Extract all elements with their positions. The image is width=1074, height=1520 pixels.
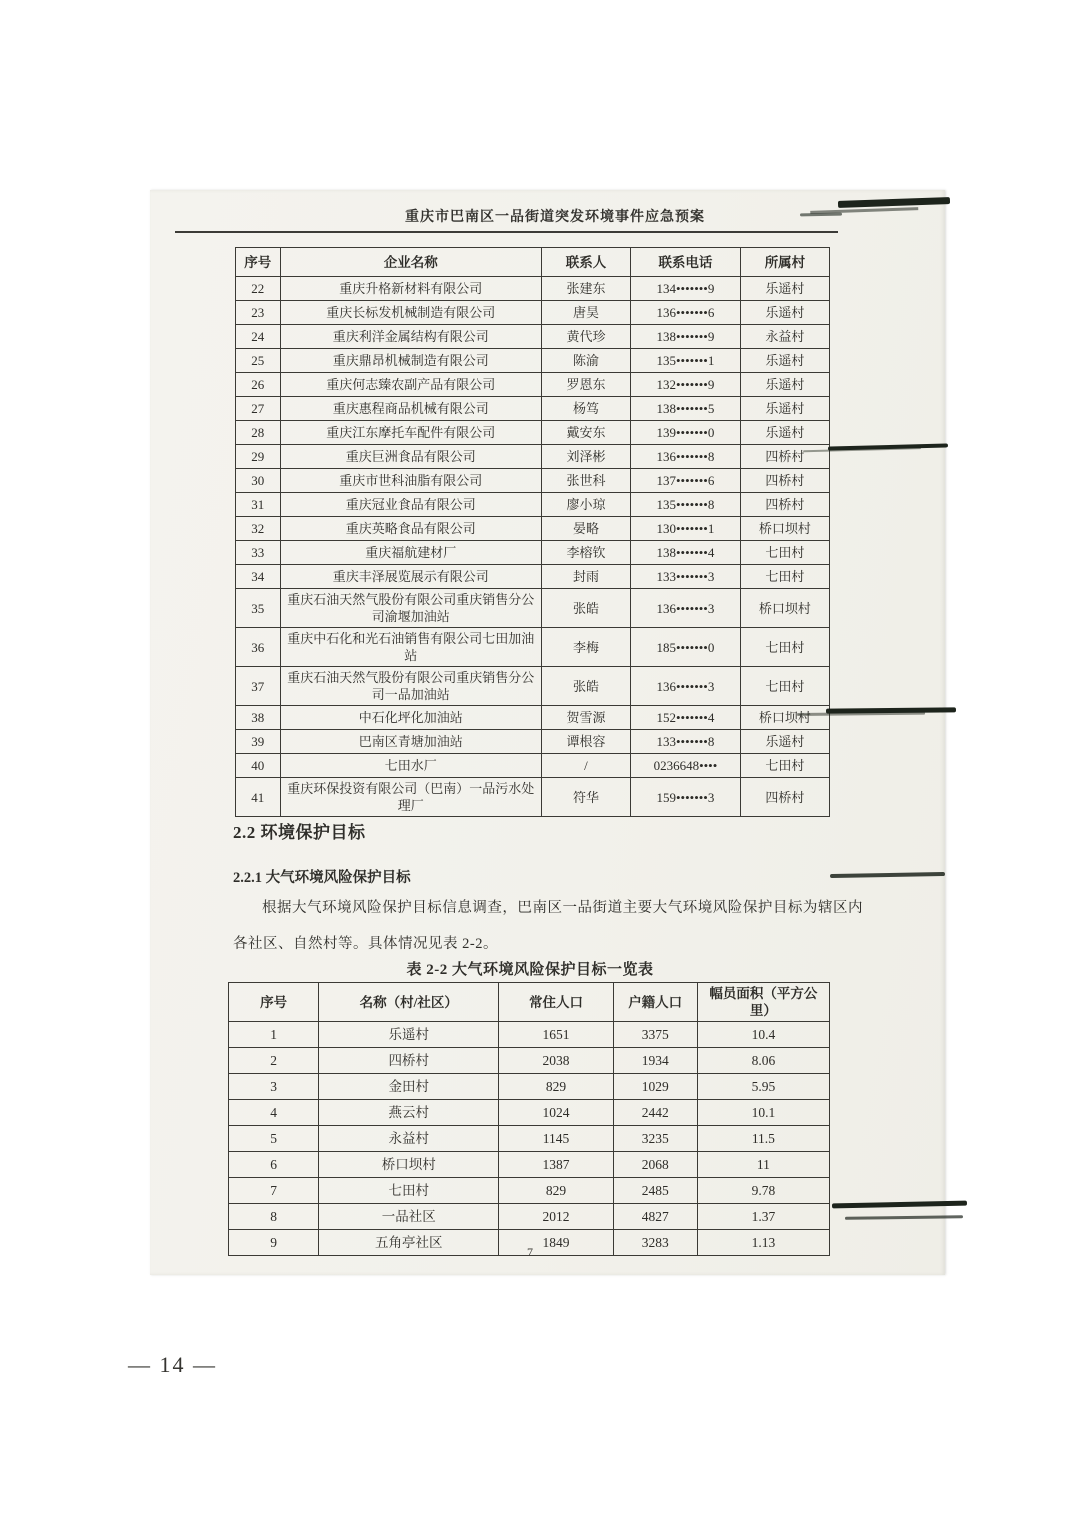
table-cell: 136•••••••6: [631, 301, 741, 325]
table-row: [236, 397, 830, 421]
table-cell: 乐遥村: [319, 1022, 499, 1048]
table-cell: 唐昊: [541, 301, 630, 325]
table-cell: 31: [236, 493, 281, 517]
table-cell: 138•••••••9: [631, 325, 741, 349]
enterprise-contact-table: [235, 247, 830, 817]
table-cell: 22: [236, 277, 281, 301]
table-cell: 7: [229, 1178, 319, 1204]
table-row: [236, 493, 830, 517]
table-cell: 28: [236, 421, 281, 445]
table-cell: 29: [236, 445, 281, 469]
table-cell: 32: [236, 517, 281, 541]
table-cell: 重庆何志臻农副产品有限公司: [280, 373, 541, 397]
table-cell: 10.4: [697, 1022, 829, 1048]
section-heading-environment-protection: 2.2 环境保护目标: [233, 823, 366, 842]
table-cell: 829: [499, 1178, 613, 1204]
table-cell: 永益村: [740, 325, 829, 349]
table-cell: 159•••••••3: [631, 778, 741, 817]
section-heading-air-risk-targets: 2.2.1 大气环境风险保护目标: [233, 870, 411, 886]
table-cell: 6: [229, 1152, 319, 1178]
table-cell: 41: [236, 778, 281, 817]
table-cell: 乐遥村: [740, 373, 829, 397]
table-cell: 桥口坝村: [740, 706, 829, 730]
table-cell: 重庆鼎昂机械制造有限公司: [280, 349, 541, 373]
table-cell: 139•••••••0: [631, 421, 741, 445]
table-cell: 贺雪源: [541, 706, 630, 730]
table-cell: 重庆惠程商品机械有限公司: [280, 397, 541, 421]
table-cell: 罗恩东: [541, 373, 630, 397]
table-row: [236, 565, 830, 589]
table-cell: 桥口坝村: [740, 517, 829, 541]
table-cell: 七田村: [740, 541, 829, 565]
table-cell: 李梅: [541, 628, 630, 667]
column-header: 常住人口: [499, 983, 613, 1022]
table-cell: 廖小琼: [541, 493, 630, 517]
table-cell: 136•••••••3: [631, 589, 741, 628]
table-cell: 重庆环保投资有限公司（巴南）一品污水处理厂: [280, 778, 541, 817]
table-cell: 134•••••••9: [631, 277, 741, 301]
table-cell: 重庆中石化和光石油销售有限公司七田加油站: [280, 628, 541, 667]
table-row: [236, 349, 830, 373]
table-cell: 5: [229, 1126, 319, 1152]
table-cell: 23: [236, 301, 281, 325]
table-cell: 1029: [613, 1074, 697, 1100]
table-row: [236, 754, 830, 778]
table-cell: 重庆福航建材厂: [280, 541, 541, 565]
table-cell: 五角亭社区: [319, 1230, 499, 1256]
table-cell: 燕云村: [319, 1100, 499, 1126]
table-cell: 重庆丰泽展览展示有限公司: [280, 565, 541, 589]
table-cell: 132•••••••9: [631, 373, 741, 397]
table-cell: 四桥村: [319, 1048, 499, 1074]
body-paragraph: 根据大气环境风险保护目标信息调查，巴南区一品街道主要大气环境风险保护目标为辖区内各社区、自然村等。具体情况见表 2-2。: [233, 900, 863, 952]
table-cell: 133•••••••3: [631, 565, 741, 589]
table-cell: 戴安东: [541, 421, 630, 445]
table-2-2-caption: 表 2-2 大气环境风险保护目标一览表: [406, 962, 654, 978]
enterprise-table-header: [236, 248, 830, 277]
table-row: [236, 277, 830, 301]
table-cell: 35: [236, 589, 281, 628]
table-cell: 34: [236, 565, 281, 589]
table-cell: /: [541, 754, 630, 778]
table-cell: 四桥村: [740, 445, 829, 469]
table-cell: 24: [236, 325, 281, 349]
table-cell: 七田村: [740, 565, 829, 589]
table-cell: 重庆利洋金属结构有限公司: [280, 325, 541, 349]
table-cell: 37: [236, 667, 281, 706]
table-row: [229, 1152, 830, 1178]
table-row: [236, 325, 830, 349]
table-cell: 2442: [613, 1100, 697, 1126]
table-cell: 3375: [613, 1022, 697, 1048]
table-row: [229, 1178, 830, 1204]
table-cell: 130•••••••1: [631, 517, 741, 541]
table-cell: 重庆江东摩托车配件有限公司: [280, 421, 541, 445]
column-header: 名称（村/社区）: [319, 983, 499, 1022]
table-cell: 135•••••••1: [631, 349, 741, 373]
table-cell: 138•••••••5: [631, 397, 741, 421]
column-header: 所属村: [740, 248, 829, 277]
column-header: 序号: [229, 983, 319, 1022]
table-cell: 重庆市世科油脂有限公司: [280, 469, 541, 493]
table-cell: 0236648••••: [631, 754, 741, 778]
table-cell: 133•••••••8: [631, 730, 741, 754]
table-row: [236, 730, 830, 754]
table-cell: 136•••••••8: [631, 445, 741, 469]
table-cell: 四桥村: [740, 469, 829, 493]
table-cell: 26: [236, 373, 281, 397]
enterprise-table-body: [236, 277, 830, 817]
table-cell: 33: [236, 541, 281, 565]
table-cell: 2: [229, 1048, 319, 1074]
table-cell: 4827: [613, 1204, 697, 1230]
table-cell: 晏略: [541, 517, 630, 541]
table-cell: 乐遥村: [740, 397, 829, 421]
table-cell: 重庆升格新材料有限公司: [280, 277, 541, 301]
table-cell: 张皓: [541, 589, 630, 628]
table-cell: 2485: [613, 1178, 697, 1204]
column-header: 幅员面积（平方公里）: [697, 983, 829, 1022]
table-cell: 重庆长标发机械制造有限公司: [280, 301, 541, 325]
table-cell: 1024: [499, 1100, 613, 1126]
table-cell: 2038: [499, 1048, 613, 1074]
table-cell: 1.13: [697, 1230, 829, 1256]
document-header-title: 重庆市巴南区一品街道突发环境事件应急预案: [405, 210, 705, 225]
table-cell: 黄代珍: [541, 325, 630, 349]
table-row: [236, 517, 830, 541]
table-cell: 永益村: [319, 1126, 499, 1152]
table-row: [229, 1126, 830, 1152]
table-cell: 2068: [613, 1152, 697, 1178]
table-cell: 七田村: [740, 754, 829, 778]
table-cell: 8: [229, 1204, 319, 1230]
table-row: [236, 667, 830, 706]
table-cell: 829: [499, 1074, 613, 1100]
table-cell: 符华: [541, 778, 630, 817]
table-cell: 陈渝: [541, 349, 630, 373]
table-cell: 重庆巨洲食品有限公司: [280, 445, 541, 469]
table-cell: 重庆英略食品有限公司: [280, 517, 541, 541]
table-cell: 185•••••••0: [631, 628, 741, 667]
table-cell: 27: [236, 397, 281, 421]
table-cell: 152•••••••4: [631, 706, 741, 730]
table-cell: 3: [229, 1074, 319, 1100]
column-header: 联系电话: [631, 248, 741, 277]
table-row: [236, 778, 830, 817]
table-cell: 1849: [499, 1230, 613, 1256]
table-row: [236, 589, 830, 628]
column-header: 序号: [236, 248, 281, 277]
table-cell: 巴南区青塘加油站: [280, 730, 541, 754]
table-cell: 四桥村: [740, 493, 829, 517]
table-cell: 11.5: [697, 1126, 829, 1152]
table-cell: 乐遥村: [740, 301, 829, 325]
table-cell: 40: [236, 754, 281, 778]
table-cell: 8.06: [697, 1048, 829, 1074]
table-cell: 金田村: [319, 1074, 499, 1100]
table-cell: 1.37: [697, 1204, 829, 1230]
table-cell: 38: [236, 706, 281, 730]
air-risk-target-table: [228, 982, 830, 1256]
table-cell: 重庆冠业食品有限公司: [280, 493, 541, 517]
table-row: [236, 469, 830, 493]
table-cell: 138•••••••4: [631, 541, 741, 565]
table-cell: 9: [229, 1230, 319, 1256]
header-divider: [175, 231, 838, 233]
table-row: [236, 301, 830, 325]
table-row: [229, 1100, 830, 1126]
scanned-page: [150, 190, 945, 1275]
table-cell: 乐遥村: [740, 421, 829, 445]
table-row: [229, 1022, 830, 1048]
table-cell: 11: [697, 1152, 829, 1178]
table-cell: 135•••••••8: [631, 493, 741, 517]
table-cell: 2012: [499, 1204, 613, 1230]
target-table-body: [229, 1022, 830, 1256]
table-cell: 25: [236, 349, 281, 373]
table-cell: 乐遥村: [740, 349, 829, 373]
table-cell: 七田水厂: [280, 754, 541, 778]
inner-page-number: 7: [527, 1245, 533, 1259]
table-cell: 张皓: [541, 667, 630, 706]
table-cell: 136•••••••3: [631, 667, 741, 706]
table-cell: 七田村: [740, 628, 829, 667]
table-cell: 137•••••••6: [631, 469, 741, 493]
table-cell: 1: [229, 1022, 319, 1048]
table-row: [236, 628, 830, 667]
column-header: 企业名称: [280, 248, 541, 277]
table-cell: 乐遥村: [740, 730, 829, 754]
table-cell: 重庆石油天然气股份有限公司重庆销售分公司一品加油站: [280, 667, 541, 706]
table-row: [236, 373, 830, 397]
table-row: [229, 1074, 830, 1100]
table-cell: 1387: [499, 1152, 613, 1178]
table-cell: 张建东: [541, 277, 630, 301]
table-row: [236, 421, 830, 445]
table-cell: 30: [236, 469, 281, 493]
table-cell: 桥口坝村: [740, 589, 829, 628]
table-row: [236, 706, 830, 730]
outer-page-number: — 14 —: [128, 1352, 217, 1377]
table-cell: 36: [236, 628, 281, 667]
table-row: [236, 541, 830, 565]
table-row: [229, 1048, 830, 1074]
table-cell: 一品社区: [319, 1204, 499, 1230]
table-cell: 1145: [499, 1126, 613, 1152]
table-cell: 封雨: [541, 565, 630, 589]
table-cell: 中石化坪化加油站: [280, 706, 541, 730]
table-cell: 4: [229, 1100, 319, 1126]
table-cell: 乐遥村: [740, 277, 829, 301]
table-cell: 3283: [613, 1230, 697, 1256]
table-cell: 七田村: [319, 1178, 499, 1204]
table-cell: 重庆石油天然气股份有限公司重庆销售分公司渝堰加油站: [280, 589, 541, 628]
table-cell: 1651: [499, 1022, 613, 1048]
table-row: [229, 1204, 830, 1230]
table-cell: 9.78: [697, 1178, 829, 1204]
table-cell: 39: [236, 730, 281, 754]
table-cell: 刘泽彬: [541, 445, 630, 469]
target-table-header: [229, 983, 830, 1022]
table-cell: 四桥村: [740, 778, 829, 817]
table-cell: 杨笃: [541, 397, 630, 421]
table-cell: 桥口坝村: [319, 1152, 499, 1178]
table-cell: 张世科: [541, 469, 630, 493]
table-cell: 李榕钦: [541, 541, 630, 565]
table-cell: 5.95: [697, 1074, 829, 1100]
table-cell: 10.1: [697, 1100, 829, 1126]
column-header: 联系人: [541, 248, 630, 277]
table-cell: 1934: [613, 1048, 697, 1074]
table-row: [236, 445, 830, 469]
table-cell: 七田村: [740, 667, 829, 706]
table-cell: 3235: [613, 1126, 697, 1152]
table-cell: 谭根容: [541, 730, 630, 754]
column-header: 户籍人口: [613, 983, 697, 1022]
